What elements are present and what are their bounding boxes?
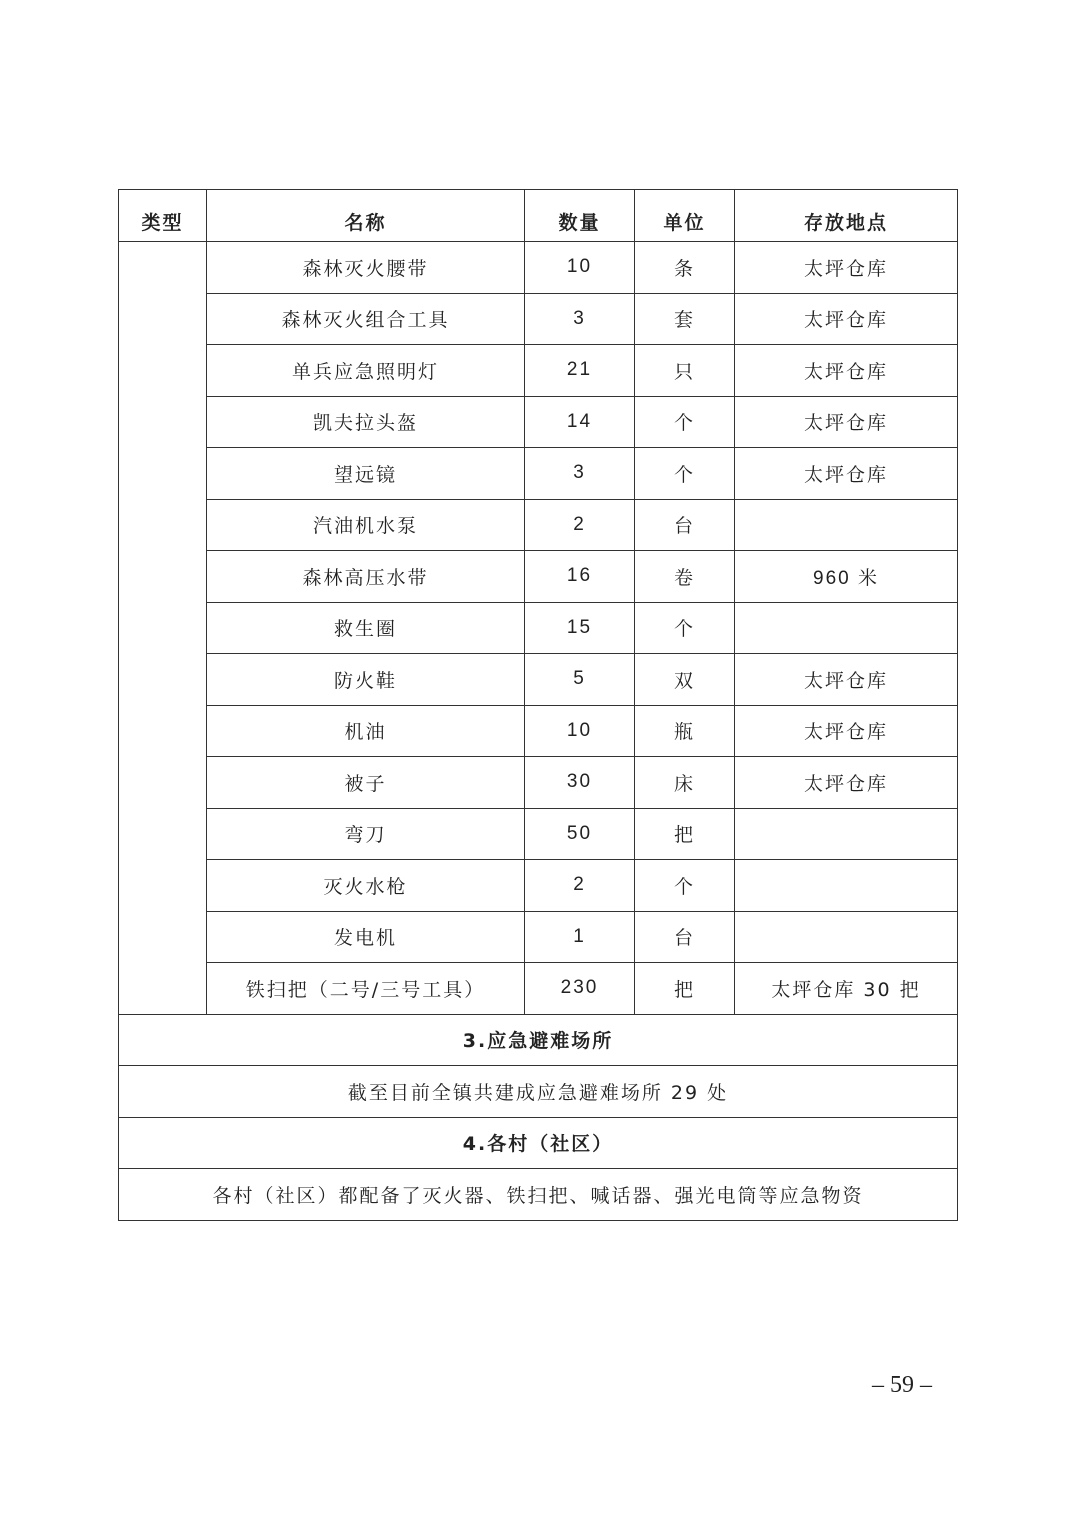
header-quantity: 数量 (525, 190, 635, 242)
item-quantity: 1 (525, 911, 635, 963)
section-3-title: 3.应急避难场所 (119, 1014, 958, 1066)
item-location: 太坪仓库 (735, 293, 958, 345)
item-name: 被子 (207, 757, 525, 809)
item-unit: 个 (635, 448, 735, 500)
table-row (119, 345, 958, 397)
item-quantity: 3 (525, 448, 635, 500)
item-name: 防火鞋 (207, 654, 525, 706)
table-row (119, 963, 958, 1015)
item-quantity: 15 (525, 602, 635, 654)
item-quantity: 21 (525, 345, 635, 397)
table-row (119, 448, 958, 500)
item-unit: 个 (635, 396, 735, 448)
item-location: 太坪仓库 (735, 705, 958, 757)
item-location (735, 911, 958, 963)
item-name: 发电机 (207, 911, 525, 963)
item-location: 太坪仓库 (735, 448, 958, 500)
item-quantity: 50 (525, 808, 635, 860)
item-quantity: 2 (525, 499, 635, 551)
header-location: 存放地点 (735, 190, 958, 242)
item-name: 凯夫拉头盔 (207, 396, 525, 448)
item-location: 太坪仓库 (735, 396, 958, 448)
table-row (119, 602, 958, 654)
item-location (735, 602, 958, 654)
item-name: 机油 (207, 705, 525, 757)
table-header-row (119, 190, 958, 242)
item-name: 灭火水枪 (207, 860, 525, 912)
item-quantity: 230 (525, 963, 635, 1015)
item-name: 汽油机水泵 (207, 499, 525, 551)
section-4-content: 各村（社区）都配备了灭火器、铁扫把、喊话器、强光电筒等应急物资 (119, 1169, 958, 1221)
item-unit: 套 (635, 293, 735, 345)
item-name: 森林灭火腰带 (207, 242, 525, 294)
item-quantity: 30 (525, 757, 635, 809)
table-row (119, 911, 958, 963)
item-location: 太坪仓库 (735, 654, 958, 706)
item-name: 望远镜 (207, 448, 525, 500)
item-unit: 台 (635, 499, 735, 551)
item-quantity: 16 (525, 551, 635, 603)
item-unit: 台 (635, 911, 735, 963)
header-type: 类型 (119, 190, 207, 242)
item-name: 弯刀 (207, 808, 525, 860)
table-row (119, 757, 958, 809)
section-4-title: 4.各村（社区） (119, 1117, 958, 1169)
item-quantity: 10 (525, 242, 635, 294)
item-location: 太坪仓库 30 把 (735, 963, 958, 1015)
page-number: – 59 – (872, 1372, 932, 1398)
item-unit: 只 (635, 345, 735, 397)
item-location: 太坪仓库 (735, 345, 958, 397)
table-row (119, 808, 958, 860)
item-unit: 床 (635, 757, 735, 809)
section-3-content-row (119, 1066, 958, 1118)
item-quantity: 3 (525, 293, 635, 345)
item-unit: 个 (635, 602, 735, 654)
item-unit: 个 (635, 860, 735, 912)
table-row (119, 293, 958, 345)
item-unit: 把 (635, 808, 735, 860)
item-location (735, 808, 958, 860)
item-name: 单兵应急照明灯 (207, 345, 525, 397)
item-unit: 条 (635, 242, 735, 294)
item-quantity: 2 (525, 860, 635, 912)
table-row (119, 242, 958, 294)
table-row (119, 551, 958, 603)
item-location (735, 860, 958, 912)
table-row (119, 499, 958, 551)
item-name: 森林灭火组合工具 (207, 293, 525, 345)
item-quantity: 5 (525, 654, 635, 706)
table-row (119, 860, 958, 912)
item-location (735, 499, 958, 551)
header-name: 名称 (207, 190, 525, 242)
table-row (119, 654, 958, 706)
item-name: 铁扫把（二号/三号工具） (207, 963, 525, 1015)
item-location: 太坪仓库 (735, 757, 958, 809)
item-location: 960 米 (735, 551, 958, 603)
table-row (119, 396, 958, 448)
section-3-title-row (119, 1014, 958, 1066)
section-4-title-row (119, 1117, 958, 1169)
item-quantity: 10 (525, 705, 635, 757)
table-row (119, 705, 958, 757)
item-quantity: 14 (525, 396, 635, 448)
item-unit: 把 (635, 963, 735, 1015)
item-name: 救生圈 (207, 602, 525, 654)
item-unit: 双 (635, 654, 735, 706)
item-unit: 瓶 (635, 705, 735, 757)
section-3-content: 截至目前全镇共建成应急避难场所 29 处 (119, 1066, 958, 1118)
item-location: 太坪仓库 (735, 242, 958, 294)
item-name: 森林高压水带 (207, 551, 525, 603)
supplies-table (118, 189, 958, 1221)
header-unit: 单位 (635, 190, 735, 242)
type-cell (119, 242, 207, 1015)
section-4-content-row (119, 1169, 958, 1221)
item-unit: 卷 (635, 551, 735, 603)
